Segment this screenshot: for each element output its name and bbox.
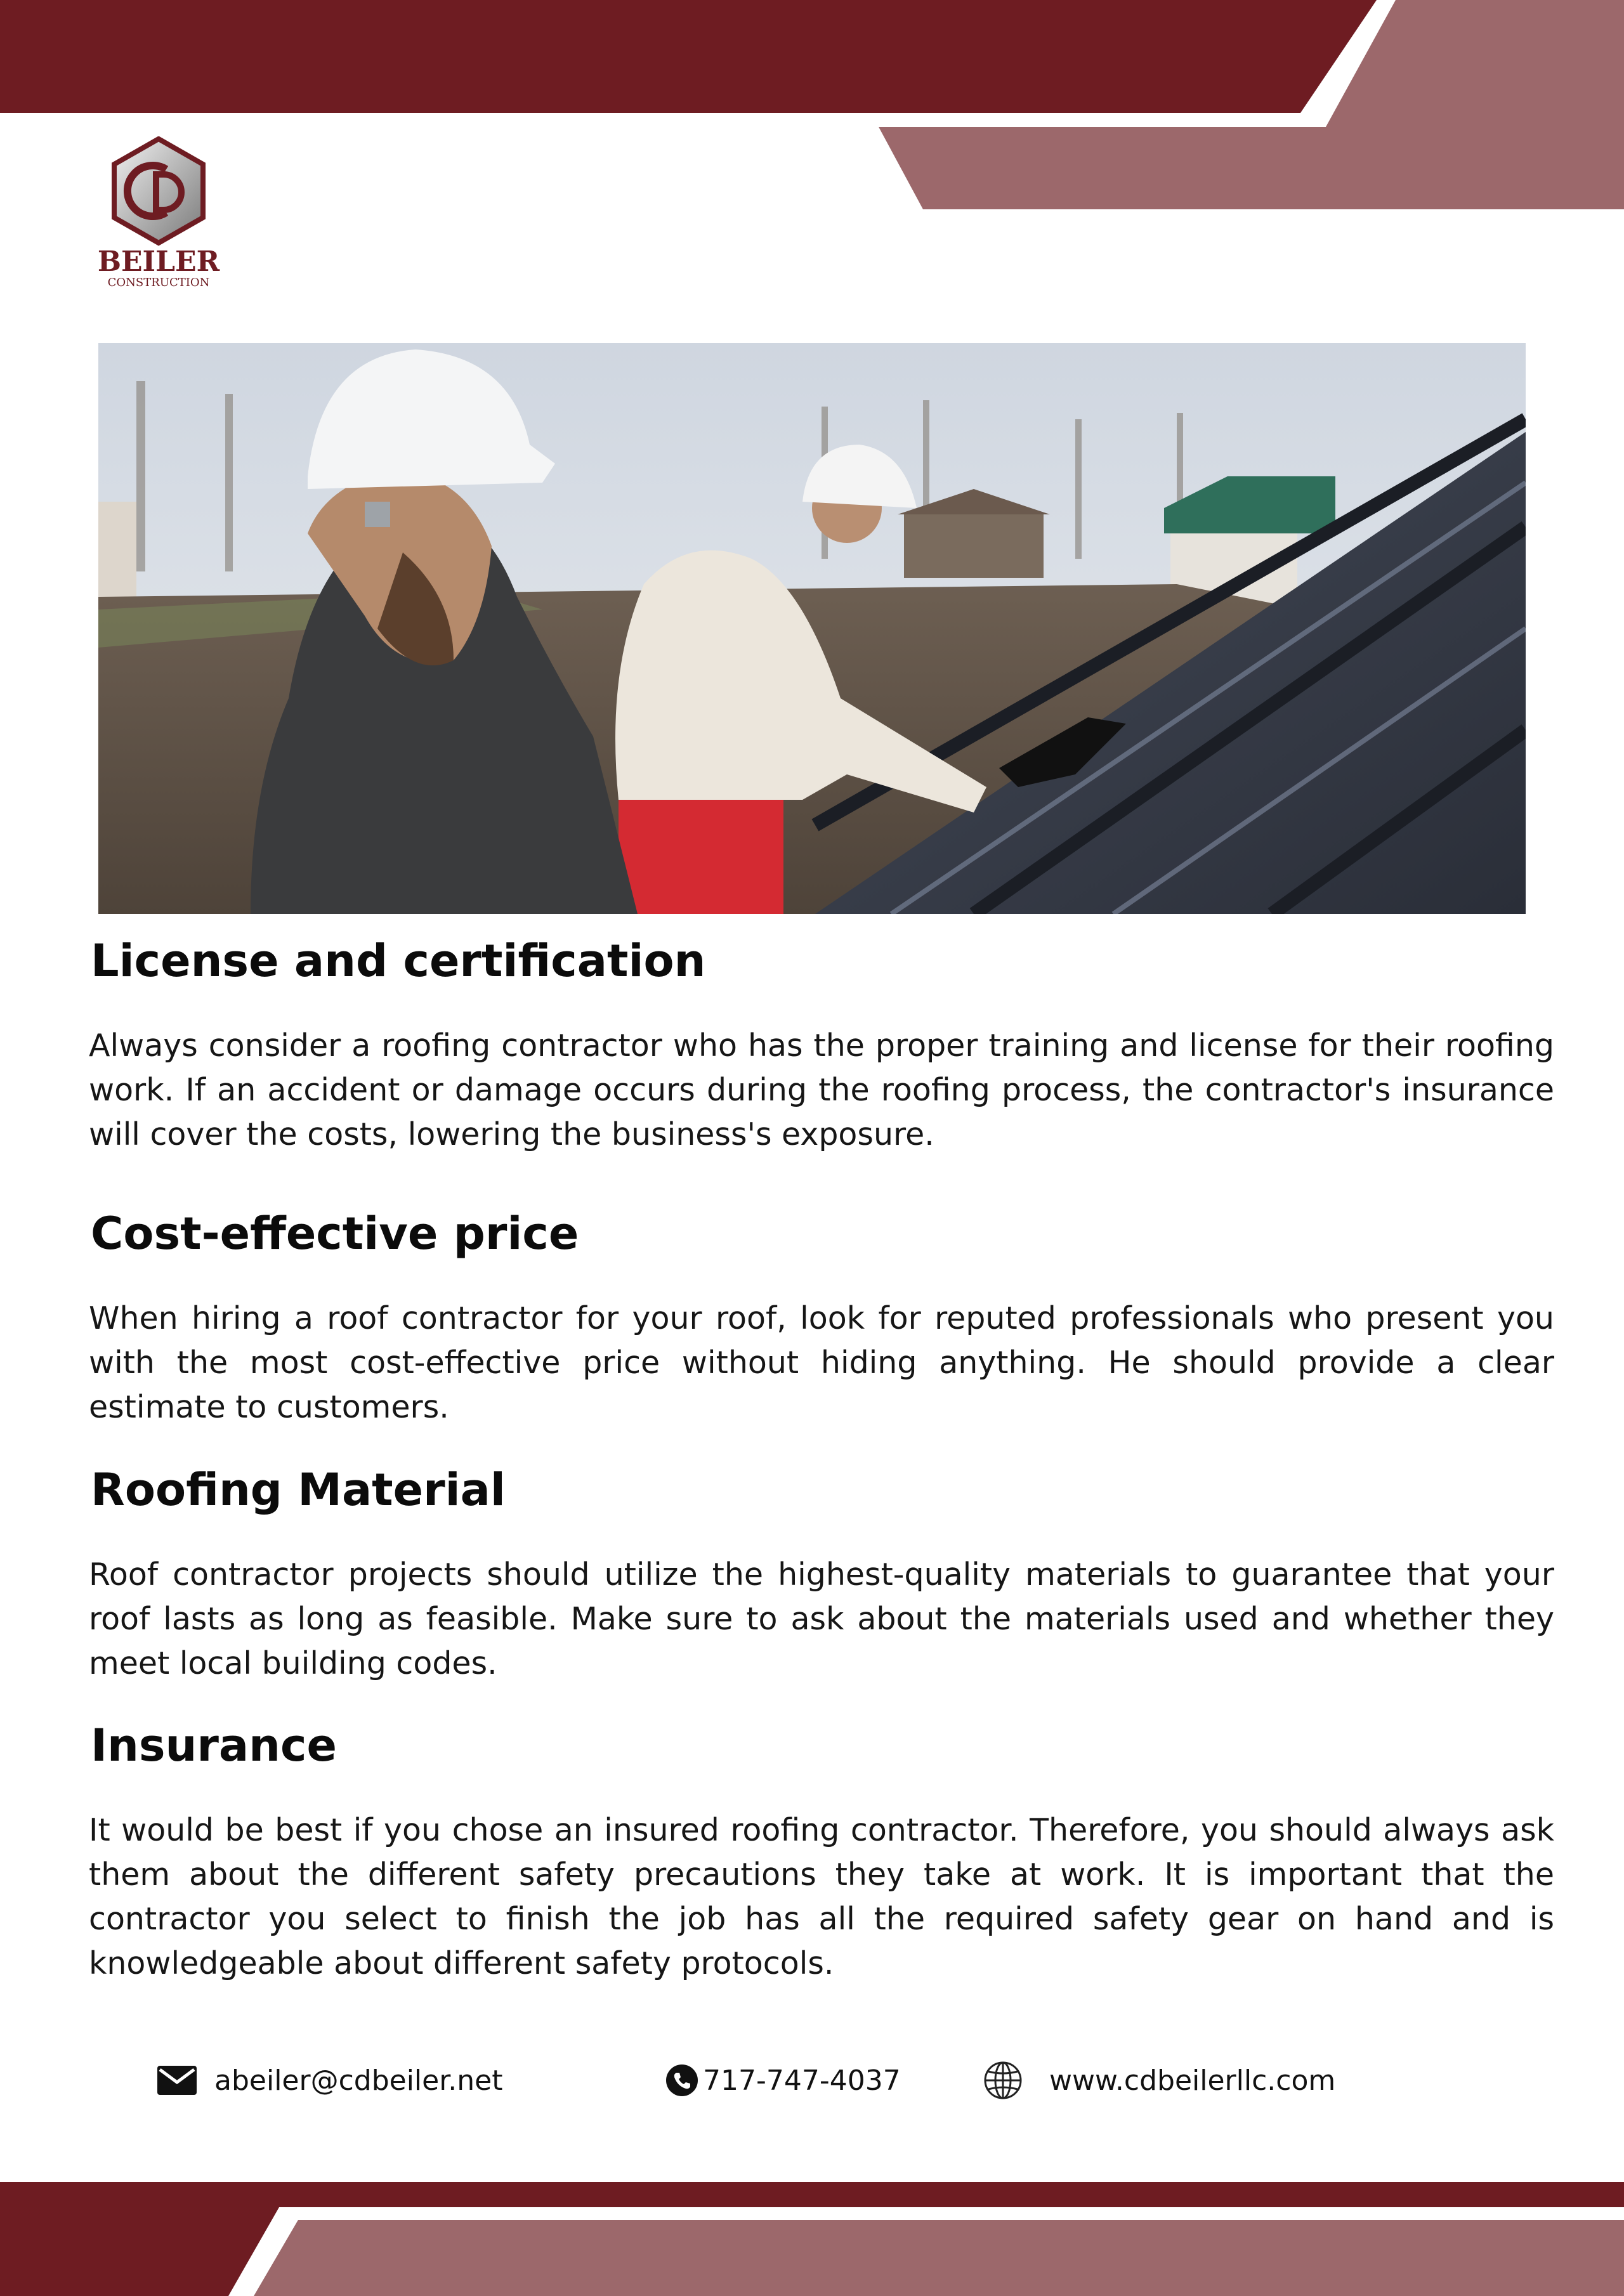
logo-name: BEILER [97,245,220,278]
section-body-license: Always consider a roofing contractor who has the proper training and license for their roofing work. If an accident or damage occurs during the roofing process, the contractor's insurance will cover the costs, lowering the business's exposure. [89,1027,1554,1152]
section-title-license: License and certification [91,935,706,987]
contact-phone[interactable] [666,2055,901,2106]
section-body-insurance: It would be best if you chose an insured roofing contractor. Therefore, you should always ask them about the different safety precautions they take at work. It is important that the contractor you select to finish the job has all the required safety gear on hand and is knowledgeable about different safety protocols. [89,1812,1554,1981]
contact-email[interactable] [157,2055,502,2106]
contact-website-text[interactable]: www.cdbeilerllc.com [1049,2064,1336,2097]
footer-decoration [0,2182,1624,2296]
section-title-insurance: Insurance [91,1719,337,1771]
header-decoration [0,0,1624,216]
phone-icon [666,2064,698,2096]
company-logo [95,136,222,295]
envelope-icon [157,2066,197,2095]
globe-icon [983,2061,1023,2100]
section-title-price: Cost-effective price [91,1208,579,1260]
contact-phone-text[interactable]: 717-747-4037 [703,2064,901,2097]
section-title-material: Roofing Material [91,1464,506,1516]
contact-website[interactable] [983,2055,1335,2106]
hero-photo-roofers [98,343,1526,914]
logo-tagline: CONSTRUCTION [107,276,210,289]
section-body-price: When hiring a roof contractor for your roof, look for reputed professionals who present you with the most cost-effective price without hiding anything. He should provide a clear estimate to customers. [89,1300,1554,1425]
contact-email-text[interactable]: abeiler@cdbeiler.net [214,2064,503,2097]
section-body-material: Roof contractor projects should utilize the highest-quality materials to guarantee that your roof lasts as long as feasible. Make sure to ask about the materials used and whether they meet local building codes. [89,1556,1554,1681]
